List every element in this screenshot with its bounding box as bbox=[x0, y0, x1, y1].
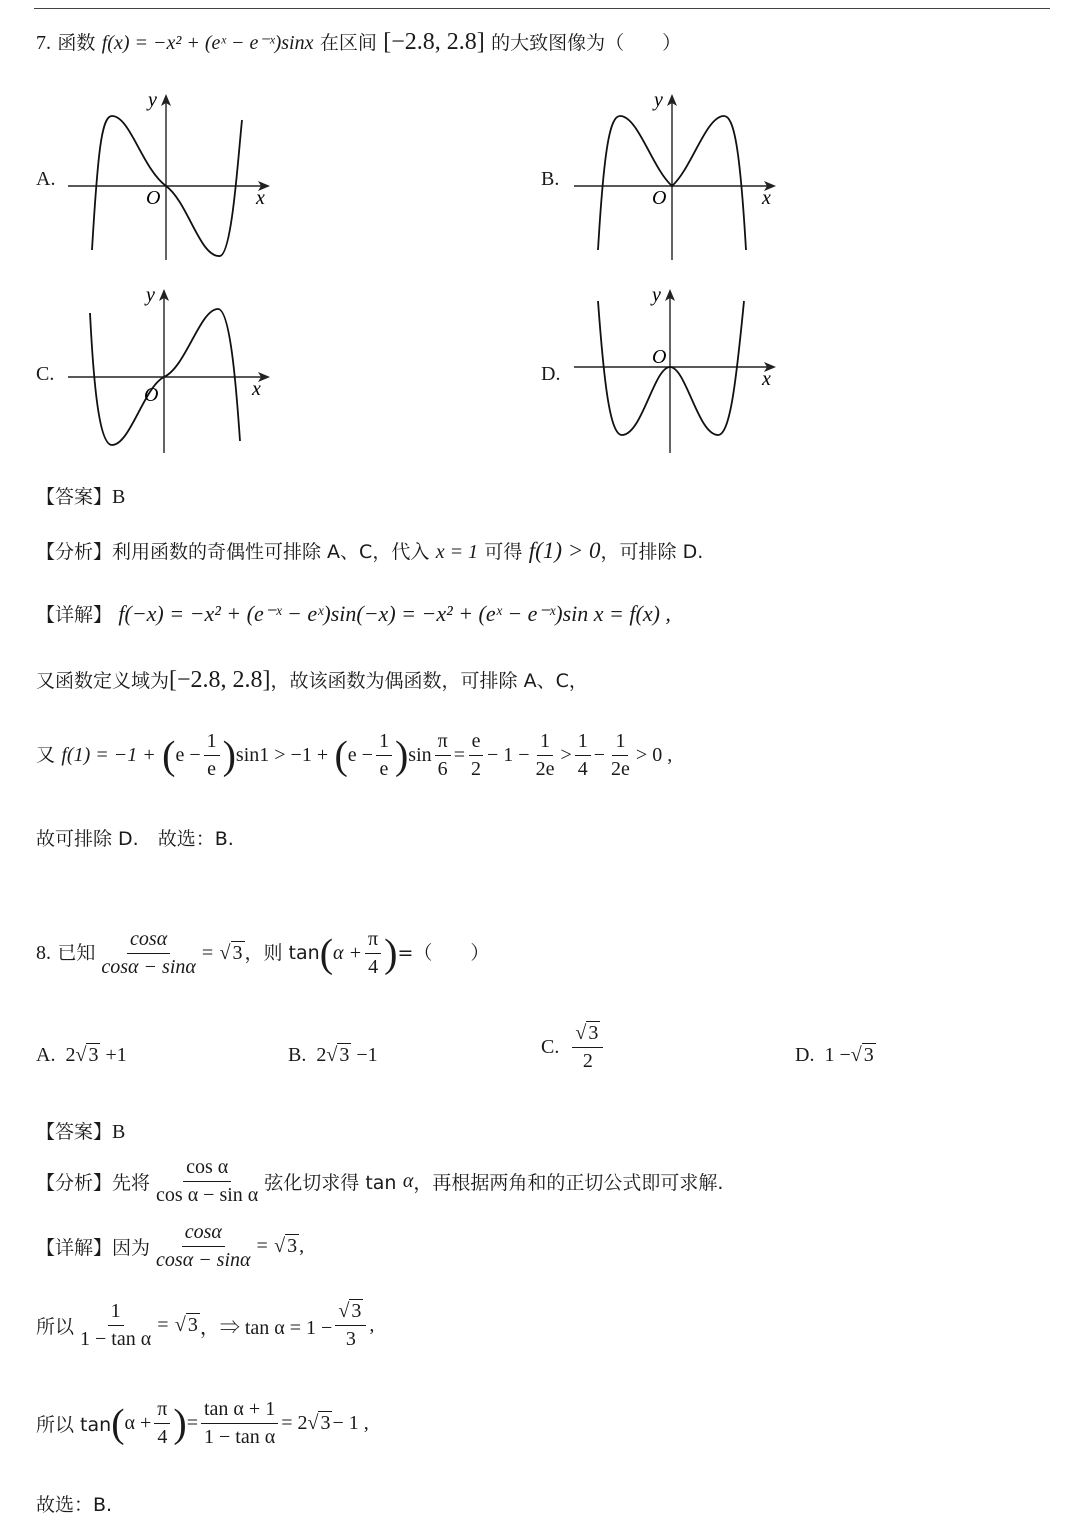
q8-line2-a: 所以 bbox=[36, 1316, 75, 1338]
frac-pi-over-6: $\frac{\pi}{6}$ bbox=[435, 730, 451, 781]
q8-option-d-pre: 1 − bbox=[824, 1044, 851, 1066]
q7-detail-line3c: e − bbox=[175, 744, 201, 766]
q8-analysis-c: ，再根据两角和的正切公式即可求解. bbox=[413, 1172, 724, 1194]
q8-option-c-label: C. bbox=[541, 1036, 560, 1058]
graph-d bbox=[566, 283, 786, 458]
frac-1-over-e-a: $\frac{1}{e}$ bbox=[204, 730, 220, 781]
q7-detail-line3h: > bbox=[560, 744, 572, 766]
q8-option-c[interactable] bbox=[541, 1022, 606, 1073]
frac-1-over-2e-a: $\frac{1}{2e}$ bbox=[535, 730, 555, 780]
q8-detail-end: , bbox=[299, 1235, 305, 1257]
graph-d-y-label: y bbox=[652, 284, 661, 306]
frac-e-over-2: $\frac{e}{2}$ bbox=[468, 730, 484, 781]
q8-stem-b: ，则 tan bbox=[244, 942, 320, 964]
q8-analysis-tag: 【分析】 bbox=[36, 1172, 113, 1194]
q8-analysis bbox=[36, 1156, 723, 1207]
q8-answer-value: B bbox=[112, 1121, 126, 1143]
q8-line2-end: , bbox=[369, 1314, 375, 1336]
q8-stem-eq: = bbox=[201, 942, 214, 964]
q7-analysis-c: 可得 bbox=[484, 541, 523, 563]
q8-option-a-pre: 2 bbox=[65, 1044, 76, 1066]
q7-detail-line4 bbox=[36, 824, 234, 851]
frac-1-over-2e-b: $\frac{1}{2e}$ bbox=[611, 730, 630, 780]
graph-d-curve bbox=[598, 301, 744, 435]
graph-b bbox=[566, 88, 786, 263]
q8-option-b-label: B. bbox=[288, 1044, 307, 1066]
q8-stem: 8. 已知 $\frac{\cos\alpha}{\cos\alpha - \sin\alpha}$ = √ 3 ，则 tan(α + $\frac{\pi}{4}$ )=（ ） bbox=[36, 928, 490, 978]
q7-detail-line3d: sin1 > −1 + bbox=[235, 744, 329, 766]
graph-a-origin: O bbox=[146, 187, 161, 209]
q8-line3-res-pre: = 2 bbox=[281, 1412, 308, 1434]
q8-line2-eq: = bbox=[157, 1314, 169, 1336]
q8-option-b[interactable]: B. 2√ 3 −1 bbox=[288, 1044, 378, 1066]
q7-stem-func: f(x) = −x² + (eˣ − e⁻ˣ)sinx bbox=[101, 32, 314, 54]
q8-line3-eq: = bbox=[186, 1412, 198, 1434]
q8-line4: 故选：B. bbox=[36, 1494, 113, 1516]
q8-line3-a: 所以 tan bbox=[36, 1414, 112, 1436]
q7-stem-mid: 在区间 bbox=[319, 32, 377, 54]
q7-detail-line3g: − 1 − bbox=[487, 744, 530, 766]
q7-detail-line3i: − bbox=[593, 744, 606, 766]
q8-option-b-sqrt: 3 bbox=[339, 1044, 350, 1066]
q8-line3-den: 1 − tan α bbox=[204, 1426, 276, 1448]
q8-option-c-den: 2 bbox=[582, 1050, 593, 1072]
q7-detail-line2b: [−2.8, 2.8] bbox=[169, 667, 271, 693]
q7-stem bbox=[36, 28, 681, 56]
q7-detail-line3b: f(1) = −1 + bbox=[61, 744, 156, 766]
q8-stem-a: 已知 bbox=[57, 942, 96, 964]
q7-analysis-tag: 【分析】 bbox=[36, 541, 113, 563]
q7-answer-tag: 【答案】 bbox=[36, 486, 113, 508]
q8-option-a[interactable]: A. 2√ 3 +1 bbox=[36, 1044, 127, 1066]
q8-option-c-num: 3 bbox=[588, 1022, 599, 1044]
graph-b-origin: O bbox=[652, 187, 667, 209]
q8-answer-tag: 【答案】 bbox=[36, 1121, 113, 1143]
graph-d-x-label: x bbox=[762, 368, 771, 390]
frac-1-over-e-b: $\frac{1}{e}$ bbox=[376, 730, 392, 781]
q8-detail-sqrt: 3 bbox=[287, 1235, 298, 1257]
q7-answer bbox=[36, 482, 125, 509]
q8-line3-in: α + bbox=[124, 1412, 152, 1434]
q8-stem-alpha: α + bbox=[333, 942, 363, 964]
graph-b-x-label: x bbox=[762, 187, 771, 209]
q7-detail-line3j: > 0 , bbox=[635, 744, 673, 766]
q8-answer bbox=[36, 1117, 125, 1144]
q7-analysis bbox=[36, 537, 703, 564]
q8-detail-num: cosα bbox=[182, 1221, 225, 1247]
q7-answer-value: B bbox=[112, 486, 126, 508]
q8-detail-line2: 所以 $\frac{1}{\text{1 − tan α}}$ = √ 3 ，⇒ tan α = 1 − $\frac{√ 3}{3}$ , bbox=[36, 1300, 375, 1350]
q8-detail-eq: = bbox=[256, 1235, 268, 1257]
q8-detail-line3: 所以 tan(α + $\frac{\pi}{4}$ )= $\frac{\text{tan α + 1}}{\text{1 − tan α}}$ = 2√ 3 − 1 , bbox=[36, 1398, 369, 1448]
graph-a-x-label: x bbox=[256, 187, 265, 209]
q8-line3-res-sqrt: 3 bbox=[320, 1412, 331, 1434]
q7-number: 7. bbox=[36, 32, 51, 54]
graph-a bbox=[60, 88, 280, 263]
graph-c-label: C. bbox=[36, 363, 55, 385]
q8-line2-sqrt: 3 bbox=[187, 1314, 198, 1336]
q8-line2-den: 1 − tan α bbox=[80, 1328, 152, 1350]
q7-detail-line2a: 又函数定义域为 bbox=[36, 670, 170, 692]
q7-detail-line3a: 又 bbox=[36, 744, 56, 766]
q8-detail-fraction bbox=[153, 1221, 254, 1272]
q7-detail-line3c-b: e − bbox=[347, 744, 373, 766]
q8-option-a-label: A. bbox=[36, 1044, 56, 1066]
graph-c-x-label: x bbox=[252, 378, 261, 400]
q8-option-a-sqrt: 3 bbox=[88, 1044, 99, 1066]
graph-a-y-label: y bbox=[148, 89, 157, 111]
q8-detail-line1: 【详解】因为 $\frac{\cos\alpha}{\cos\alpha - \sin\alpha}$ = √ 3 , bbox=[36, 1221, 305, 1271]
q8-option-b-post: −1 bbox=[351, 1044, 378, 1066]
q7-detail-line3: 又 f(1) = −1 + (e − $\frac{1}{e}$ )sin1 > −1 + (e − $\frac{1}{e}$ )sin $\frac{\pi}{6}$ = $\frac{e}{2}$ − 1 − $\frac{1}{2e}$ > $\frac{1}{4}$ − $\frac{1}{2e}$ > 0 , bbox=[36, 730, 673, 780]
q8-option-d-label: D. bbox=[795, 1044, 815, 1066]
q8-detail-den: cosα − sinα bbox=[156, 1249, 251, 1271]
q7-analysis-b: x = 1 bbox=[435, 541, 479, 563]
q8-analysis-den: cos α − sin α bbox=[156, 1184, 259, 1206]
graph-b-label: B. bbox=[541, 168, 560, 190]
q8-line2-mid: ，⇒ tan α = 1 − bbox=[199, 1317, 333, 1339]
q8-stem-num: cosα bbox=[127, 928, 170, 954]
q8-stem-pi-over-4 bbox=[365, 928, 381, 979]
q8-number: 8. bbox=[36, 942, 51, 964]
graph-c-y-label: y bbox=[146, 284, 155, 306]
graph-a-label: A. bbox=[36, 168, 56, 190]
q8-line3-pi: π bbox=[154, 1398, 170, 1424]
q8-line2-fnum: 3 bbox=[351, 1300, 362, 1322]
q8-line2-fden: 3 bbox=[345, 1328, 356, 1350]
q8-detail-line4 bbox=[36, 1490, 112, 1517]
q8-detail-a: 因为 bbox=[112, 1237, 151, 1259]
q7-detail-line1 bbox=[36, 600, 671, 627]
q8-line3-num: tan α + 1 bbox=[201, 1398, 278, 1424]
q8-option-c-fraction: $\frac{√ 3}{2}$ bbox=[572, 1022, 603, 1073]
graph-c bbox=[60, 283, 280, 458]
q8-line2-fraction2: $\frac{√ 3}{3}$ bbox=[335, 1300, 366, 1351]
q7-detail-line3f: = bbox=[453, 744, 466, 766]
q7-detail-tag: 【详解】 bbox=[36, 604, 113, 626]
q8-option-b-pre: 2 bbox=[316, 1044, 327, 1066]
q7-detail-line1-text: f(−x) = −x² + (e⁻ˣ − eˣ)sin(−x) = −x² + (eˣ − e⁻ˣ)sin x = f(x) , bbox=[118, 601, 671, 626]
q7-stem-suffix: 的大致图像为（ ） bbox=[491, 32, 682, 54]
q8-option-a-post: +1 bbox=[100, 1044, 127, 1066]
q8-analysis-num: cos α bbox=[183, 1156, 231, 1182]
q7-detail-line3e: sin bbox=[408, 744, 432, 766]
q8-stem-pi: π bbox=[365, 928, 381, 954]
q8-analysis-alpha: α bbox=[402, 1170, 414, 1192]
q8-stem-den: cosα − sinα bbox=[101, 956, 196, 978]
graph-d-label: D. bbox=[541, 363, 561, 385]
q7-stem-prefix: 函数 bbox=[57, 32, 96, 54]
q7-stem-interval: [−2.8, 2.8] bbox=[383, 29, 485, 55]
q8-stem-sqrt: 3 bbox=[232, 942, 243, 964]
q8-option-d-sqrt: 3 bbox=[863, 1044, 874, 1066]
q7-detail-line2 bbox=[36, 666, 588, 694]
q8-line2-num: 1 bbox=[108, 1300, 124, 1326]
q7-analysis-a: 利用函数的奇偶性可排除 A、C，代入 bbox=[112, 541, 430, 563]
q8-line3-pi-over-4 bbox=[154, 1398, 170, 1449]
q7-detail-line4-text: 故可排除 D. 故选：B. bbox=[36, 828, 234, 850]
q8-analysis-fraction bbox=[153, 1156, 261, 1207]
q8-option-d[interactable]: D. 1 −√ 3 bbox=[795, 1044, 874, 1066]
q8-analysis-b: 弦化切求得 tan bbox=[264, 1172, 397, 1194]
header-rule bbox=[34, 8, 1050, 9]
q7-analysis-d: f(1) > 0 bbox=[528, 538, 601, 563]
q8-line3-res-post: − 1 , bbox=[332, 1412, 369, 1434]
q8-line3-4: 4 bbox=[157, 1426, 168, 1448]
graph-d-origin: O bbox=[652, 346, 667, 368]
q8-line2-fraction bbox=[77, 1300, 154, 1351]
q8-stem-c: =（ ） bbox=[397, 942, 490, 964]
q8-analysis-a: 先将 bbox=[112, 1172, 151, 1194]
q8-detail-tag: 【详解】 bbox=[36, 1237, 113, 1259]
q8-stem-4: 4 bbox=[368, 956, 379, 978]
q8-stem-fraction bbox=[98, 928, 199, 979]
q8-line3-fraction bbox=[201, 1398, 278, 1449]
q7-detail-line2c: ，故该函数为偶函数，可排除 A、C， bbox=[270, 670, 588, 692]
graph-c-origin: O bbox=[144, 384, 159, 406]
q7-analysis-e: ，可排除 D. bbox=[600, 541, 704, 563]
frac-1-over-4: $\frac{1}{4}$ bbox=[575, 730, 591, 781]
graph-b-y-label: y bbox=[654, 89, 663, 111]
